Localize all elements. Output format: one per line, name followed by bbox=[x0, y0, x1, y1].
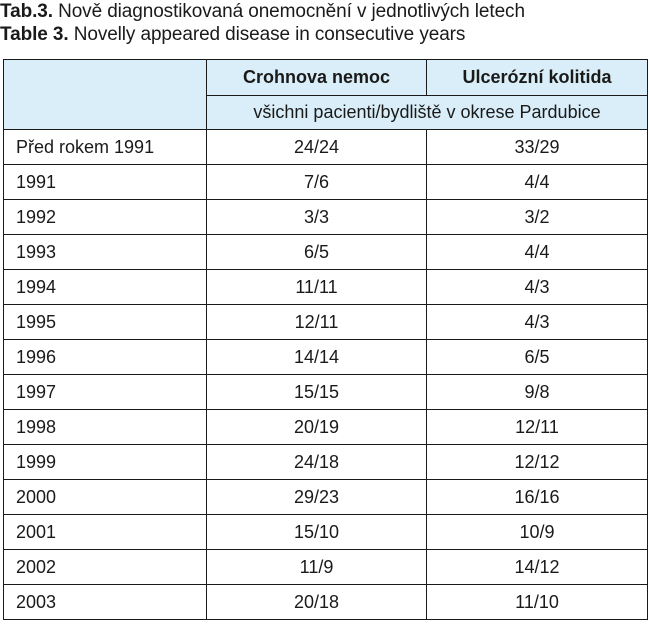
table-row bbox=[4, 340, 648, 375]
caption-english-text: Novelly appeared disease in consecutive years bbox=[68, 24, 466, 45]
row-label-cell: Před rokem 1991 bbox=[4, 130, 207, 165]
table-row bbox=[4, 270, 648, 305]
incidence-table bbox=[3, 59, 648, 620]
table-row bbox=[4, 410, 648, 445]
crohn-value-cell: 24/24 bbox=[207, 130, 427, 165]
crohn-value-cell: 14/14 bbox=[207, 340, 427, 375]
row-label-cell: 2000 bbox=[4, 480, 207, 515]
crohn-value-cell: 20/19 bbox=[207, 410, 427, 445]
table-caption bbox=[0, 0, 650, 46]
caption-english-label: Table 3. bbox=[0, 24, 69, 45]
table-row bbox=[4, 550, 648, 585]
row-label-cell: 2003 bbox=[4, 585, 207, 620]
crohn-value-cell: 15/10 bbox=[207, 515, 427, 550]
table-row bbox=[4, 165, 648, 200]
crohn-value-cell: 20/18 bbox=[207, 585, 427, 620]
corner-cell bbox=[4, 60, 207, 130]
ulcerative-colitis-value-cell: 4/3 bbox=[427, 270, 648, 305]
ulcerative-colitis-value-cell: 12/12 bbox=[427, 445, 648, 480]
table-row bbox=[4, 200, 648, 235]
row-label-cell: 1994 bbox=[4, 270, 207, 305]
table-row bbox=[4, 480, 648, 515]
table-row bbox=[4, 305, 648, 340]
ulcerative-colitis-value-cell: 14/12 bbox=[427, 550, 648, 585]
row-label-cell: 1998 bbox=[4, 410, 207, 445]
ulcerative-colitis-value-cell: 3/2 bbox=[427, 200, 648, 235]
crohn-value-cell: 3/3 bbox=[207, 200, 427, 235]
caption-czech bbox=[0, 0, 650, 23]
crohn-value-cell: 24/18 bbox=[207, 445, 427, 480]
row-label-cell: 1999 bbox=[4, 445, 207, 480]
table-row bbox=[4, 445, 648, 480]
column-header-crohn: Crohnova nemoc bbox=[207, 60, 427, 96]
crohn-value-cell: 29/23 bbox=[207, 480, 427, 515]
ulcerative-colitis-value-cell: 12/11 bbox=[427, 410, 648, 445]
ulcerative-colitis-value-cell: 10/9 bbox=[427, 515, 648, 550]
caption-czech-label: Tab.3. bbox=[0, 1, 53, 22]
caption-czech-text: Nově diagnostikovaná onemocnění v jednotlivých letech bbox=[52, 1, 525, 22]
caption-english bbox=[0, 23, 650, 46]
row-label-cell: 2001 bbox=[4, 515, 207, 550]
table-row bbox=[4, 235, 648, 270]
crohn-value-cell: 11/9 bbox=[207, 550, 427, 585]
header-row bbox=[4, 60, 648, 96]
ulcerative-colitis-value-cell: 4/3 bbox=[427, 305, 648, 340]
table-row bbox=[4, 375, 648, 410]
ulcerative-colitis-value-cell: 6/5 bbox=[427, 340, 648, 375]
column-header-ulcerative-colitis: Ulcerózní kolitida bbox=[427, 60, 648, 96]
crohn-value-cell: 7/6 bbox=[207, 165, 427, 200]
ulcerative-colitis-value-cell: 4/4 bbox=[427, 165, 648, 200]
table-row bbox=[4, 515, 648, 550]
crohn-value-cell: 15/15 bbox=[207, 375, 427, 410]
row-label-cell: 1995 bbox=[4, 305, 207, 340]
row-label-cell: 2002 bbox=[4, 550, 207, 585]
ulcerative-colitis-value-cell: 16/16 bbox=[427, 480, 648, 515]
row-label-cell: 1997 bbox=[4, 375, 207, 410]
crohn-value-cell: 12/11 bbox=[207, 305, 427, 340]
subheader-cell: všichni pacienti/bydliště v okrese Pardubice bbox=[207, 96, 648, 130]
row-label-cell: 1992 bbox=[4, 200, 207, 235]
row-label-cell: 1993 bbox=[4, 235, 207, 270]
ulcerative-colitis-value-cell: 9/8 bbox=[427, 375, 648, 410]
table-row bbox=[4, 585, 648, 620]
row-label-cell: 1991 bbox=[4, 165, 207, 200]
crohn-value-cell: 11/11 bbox=[207, 270, 427, 305]
row-label-cell: 1996 bbox=[4, 340, 207, 375]
ulcerative-colitis-value-cell: 4/4 bbox=[427, 235, 648, 270]
crohn-value-cell: 6/5 bbox=[207, 235, 427, 270]
table-row bbox=[4, 130, 648, 165]
ulcerative-colitis-value-cell: 11/10 bbox=[427, 585, 648, 620]
table-body bbox=[4, 60, 648, 620]
ulcerative-colitis-value-cell: 33/29 bbox=[427, 130, 648, 165]
